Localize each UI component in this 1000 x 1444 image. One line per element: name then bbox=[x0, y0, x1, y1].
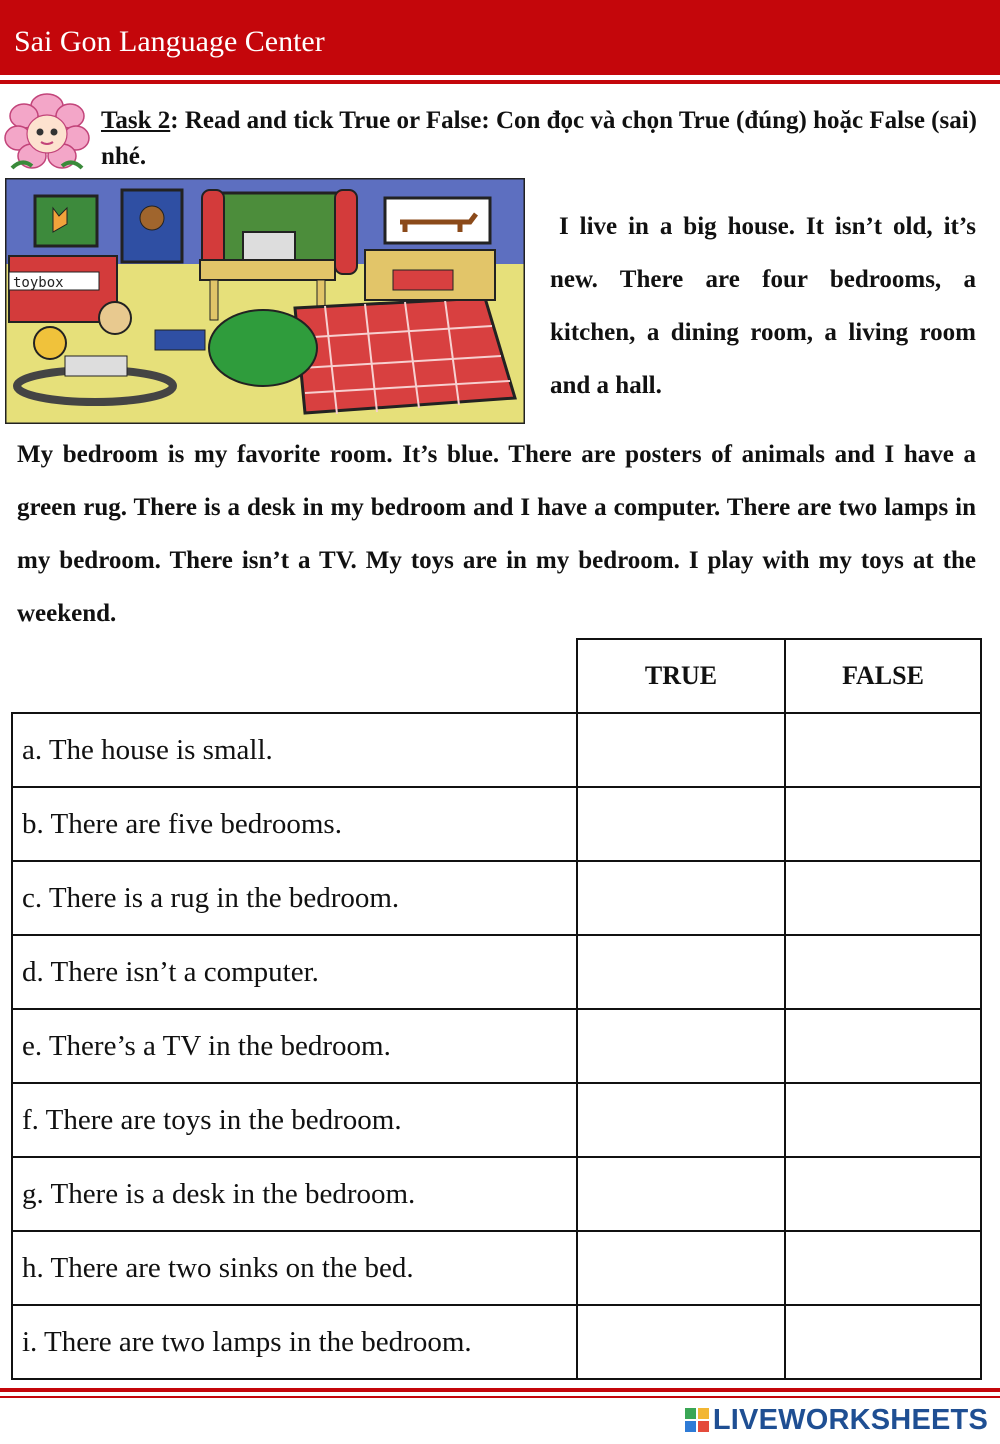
false-tick-cell[interactable] bbox=[785, 1157, 981, 1231]
footer-divider-thin bbox=[0, 1396, 1000, 1398]
passage-body: My bedroom is my favorite room. It’s blue. There are posters of animals and I have a green rug. There is a desk in my bedroom and I have a computer. There are two lamps in my bedroom. There isn’t a TV. My toys are in my bedroom. I play with my toys at the weekend. bbox=[17, 441, 976, 627]
true-false-table bbox=[11, 638, 982, 1380]
false-column-header: FALSE bbox=[785, 639, 981, 713]
table-row bbox=[12, 1083, 981, 1157]
true-tick-cell[interactable] bbox=[577, 713, 785, 787]
header-bar bbox=[0, 0, 1000, 75]
passage-intro: I live in a big house. It isn’t old, it’s new. There are four bedrooms, a kitchen, a dining room, a living room and a hall. bbox=[550, 213, 976, 399]
header-title: Sai Gon Language Center bbox=[14, 25, 325, 58]
true-tick-cell[interactable] bbox=[577, 1083, 785, 1157]
false-tick-cell[interactable] bbox=[785, 861, 981, 935]
statement-cell: g. There is a desk in the bedroom. bbox=[12, 1157, 577, 1231]
footer-divider bbox=[0, 1388, 1000, 1392]
toybox-label: toybox bbox=[13, 275, 64, 291]
task-instruction-text: : Read and tick True or False: Con đọc và chọn True (đúng) hoặc False (sai) nhé. bbox=[101, 107, 978, 170]
header-divider bbox=[0, 80, 1000, 84]
true-tick-cell[interactable] bbox=[577, 1009, 785, 1083]
table-row bbox=[12, 713, 981, 787]
statement-cell: e. There’s a TV in the bedroom. bbox=[12, 1009, 577, 1083]
table-row bbox=[12, 1231, 981, 1305]
true-tick-cell[interactable] bbox=[577, 935, 785, 1009]
liveworksheets-logo bbox=[685, 1402, 988, 1438]
table-row bbox=[12, 861, 981, 935]
statement-cell: d. There isn’t a computer. bbox=[12, 935, 577, 1009]
statement-cell: a. The house is small. bbox=[12, 713, 577, 787]
true-tick-cell[interactable] bbox=[577, 861, 785, 935]
false-tick-cell[interactable] bbox=[785, 1231, 981, 1305]
false-tick-cell[interactable] bbox=[785, 1009, 981, 1083]
flower-girl-icon bbox=[2, 88, 92, 174]
statement-cell: f. There are toys in the bedroom. bbox=[12, 1083, 577, 1157]
true-tick-cell[interactable] bbox=[577, 1231, 785, 1305]
liveworksheets-brand: LIVEWORKSHEETS bbox=[712, 1403, 988, 1436]
task-label: Task 2 bbox=[101, 107, 171, 134]
true-column-header: TRUE bbox=[577, 639, 785, 713]
false-tick-cell[interactable] bbox=[785, 787, 981, 861]
table-row bbox=[12, 1157, 981, 1231]
false-tick-cell[interactable] bbox=[785, 1305, 981, 1379]
task-instruction bbox=[101, 103, 981, 175]
table-row bbox=[12, 935, 981, 1009]
bedroom-illustration bbox=[5, 178, 525, 424]
statement-cell: b. There are five bedrooms. bbox=[12, 787, 577, 861]
table-row bbox=[12, 787, 981, 861]
true-tick-cell[interactable] bbox=[577, 1305, 785, 1379]
false-tick-cell[interactable] bbox=[785, 1083, 981, 1157]
true-tick-cell[interactable] bbox=[577, 1157, 785, 1231]
true-tick-cell[interactable] bbox=[577, 787, 785, 861]
liveworksheets-grid-icon bbox=[685, 1408, 709, 1432]
table-row bbox=[12, 1009, 981, 1083]
table-row bbox=[12, 1305, 981, 1379]
statement-cell: i. There are two lamps in the bedroom. bbox=[12, 1305, 577, 1379]
false-tick-cell[interactable] bbox=[785, 935, 981, 1009]
statement-cell: c. There is a rug in the bedroom. bbox=[12, 861, 577, 935]
table-corner-cell bbox=[12, 639, 577, 713]
false-tick-cell[interactable] bbox=[785, 713, 981, 787]
table-header-row bbox=[12, 639, 981, 713]
statement-cell: h. There are two sinks on the bed. bbox=[12, 1231, 577, 1305]
